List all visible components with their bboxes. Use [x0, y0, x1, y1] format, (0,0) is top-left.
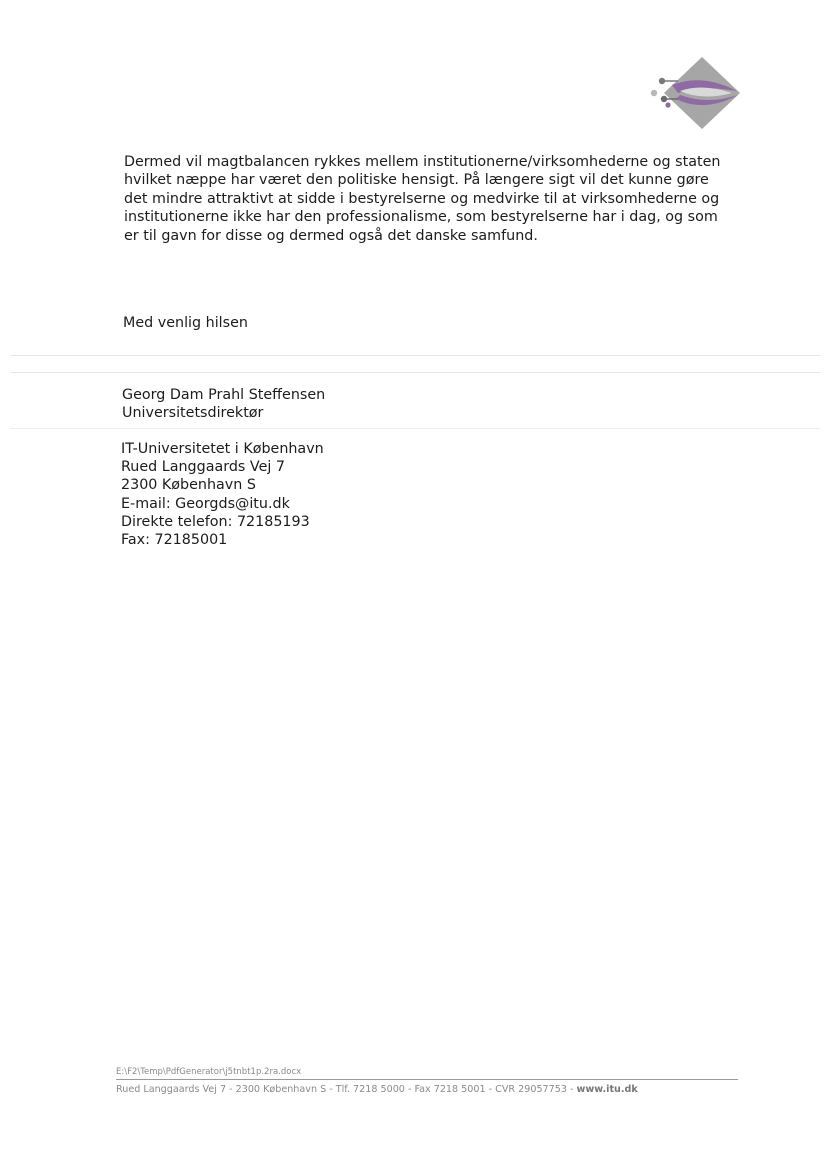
signature-block [122, 386, 325, 422]
footer-divider [116, 1079, 738, 1080]
itu-logo-icon [642, 55, 746, 131]
signer-name: Georg Dam Prahl Steffensen [122, 387, 326, 403]
scan-artifact-line [10, 355, 820, 356]
street-address: Rued Langgaards Vej 7 [121, 459, 286, 476]
footer-address-text: Rued Langgaards Vej 7 - 2300 København S - Tlf. 7218 5000 - Fax 7218 5001 - CVR 29057753 - [116, 1084, 577, 1095]
scan-artifact-line [10, 428, 820, 429]
footer-contact-line [116, 1084, 638, 1095]
email-line: E-mail: Georgds@itu.dk [121, 495, 290, 512]
signer-title: Universitetsdirektør [122, 405, 264, 422]
footer-website: www.itu.dk [576, 1084, 638, 1095]
address-block [121, 440, 324, 549]
document-filepath: E:\F2\Temp\PdfGenerator\j5tnbt1p.2ra.docx [116, 1067, 302, 1077]
body-paragraph: Dermed vil magtbalancen rykkes mellem institutionerne/virksomhederne og staten hvilket næppe har været den politiske hensigt. På længere sigt vil det kunne gøre det mindre attraktivt at sidde i bestyrelserne og medvirke til at virksomhederne og institutionerne ikke har den professionalisme, som bestyrelserne har i dag, og som er til gavn for disse og dermed også det danske samfund. [124, 154, 721, 244]
city-postcode: 2300 København S [121, 477, 256, 494]
organization-name: IT-Universitetet i København [121, 441, 324, 457]
scan-artifact-line [10, 372, 820, 373]
fax-line: Fax: 72185001 [121, 532, 228, 549]
direct-phone-line: Direkte telefon: 72185193 [121, 513, 310, 530]
closing-greeting: Med venlig hilsen [123, 315, 248, 331]
